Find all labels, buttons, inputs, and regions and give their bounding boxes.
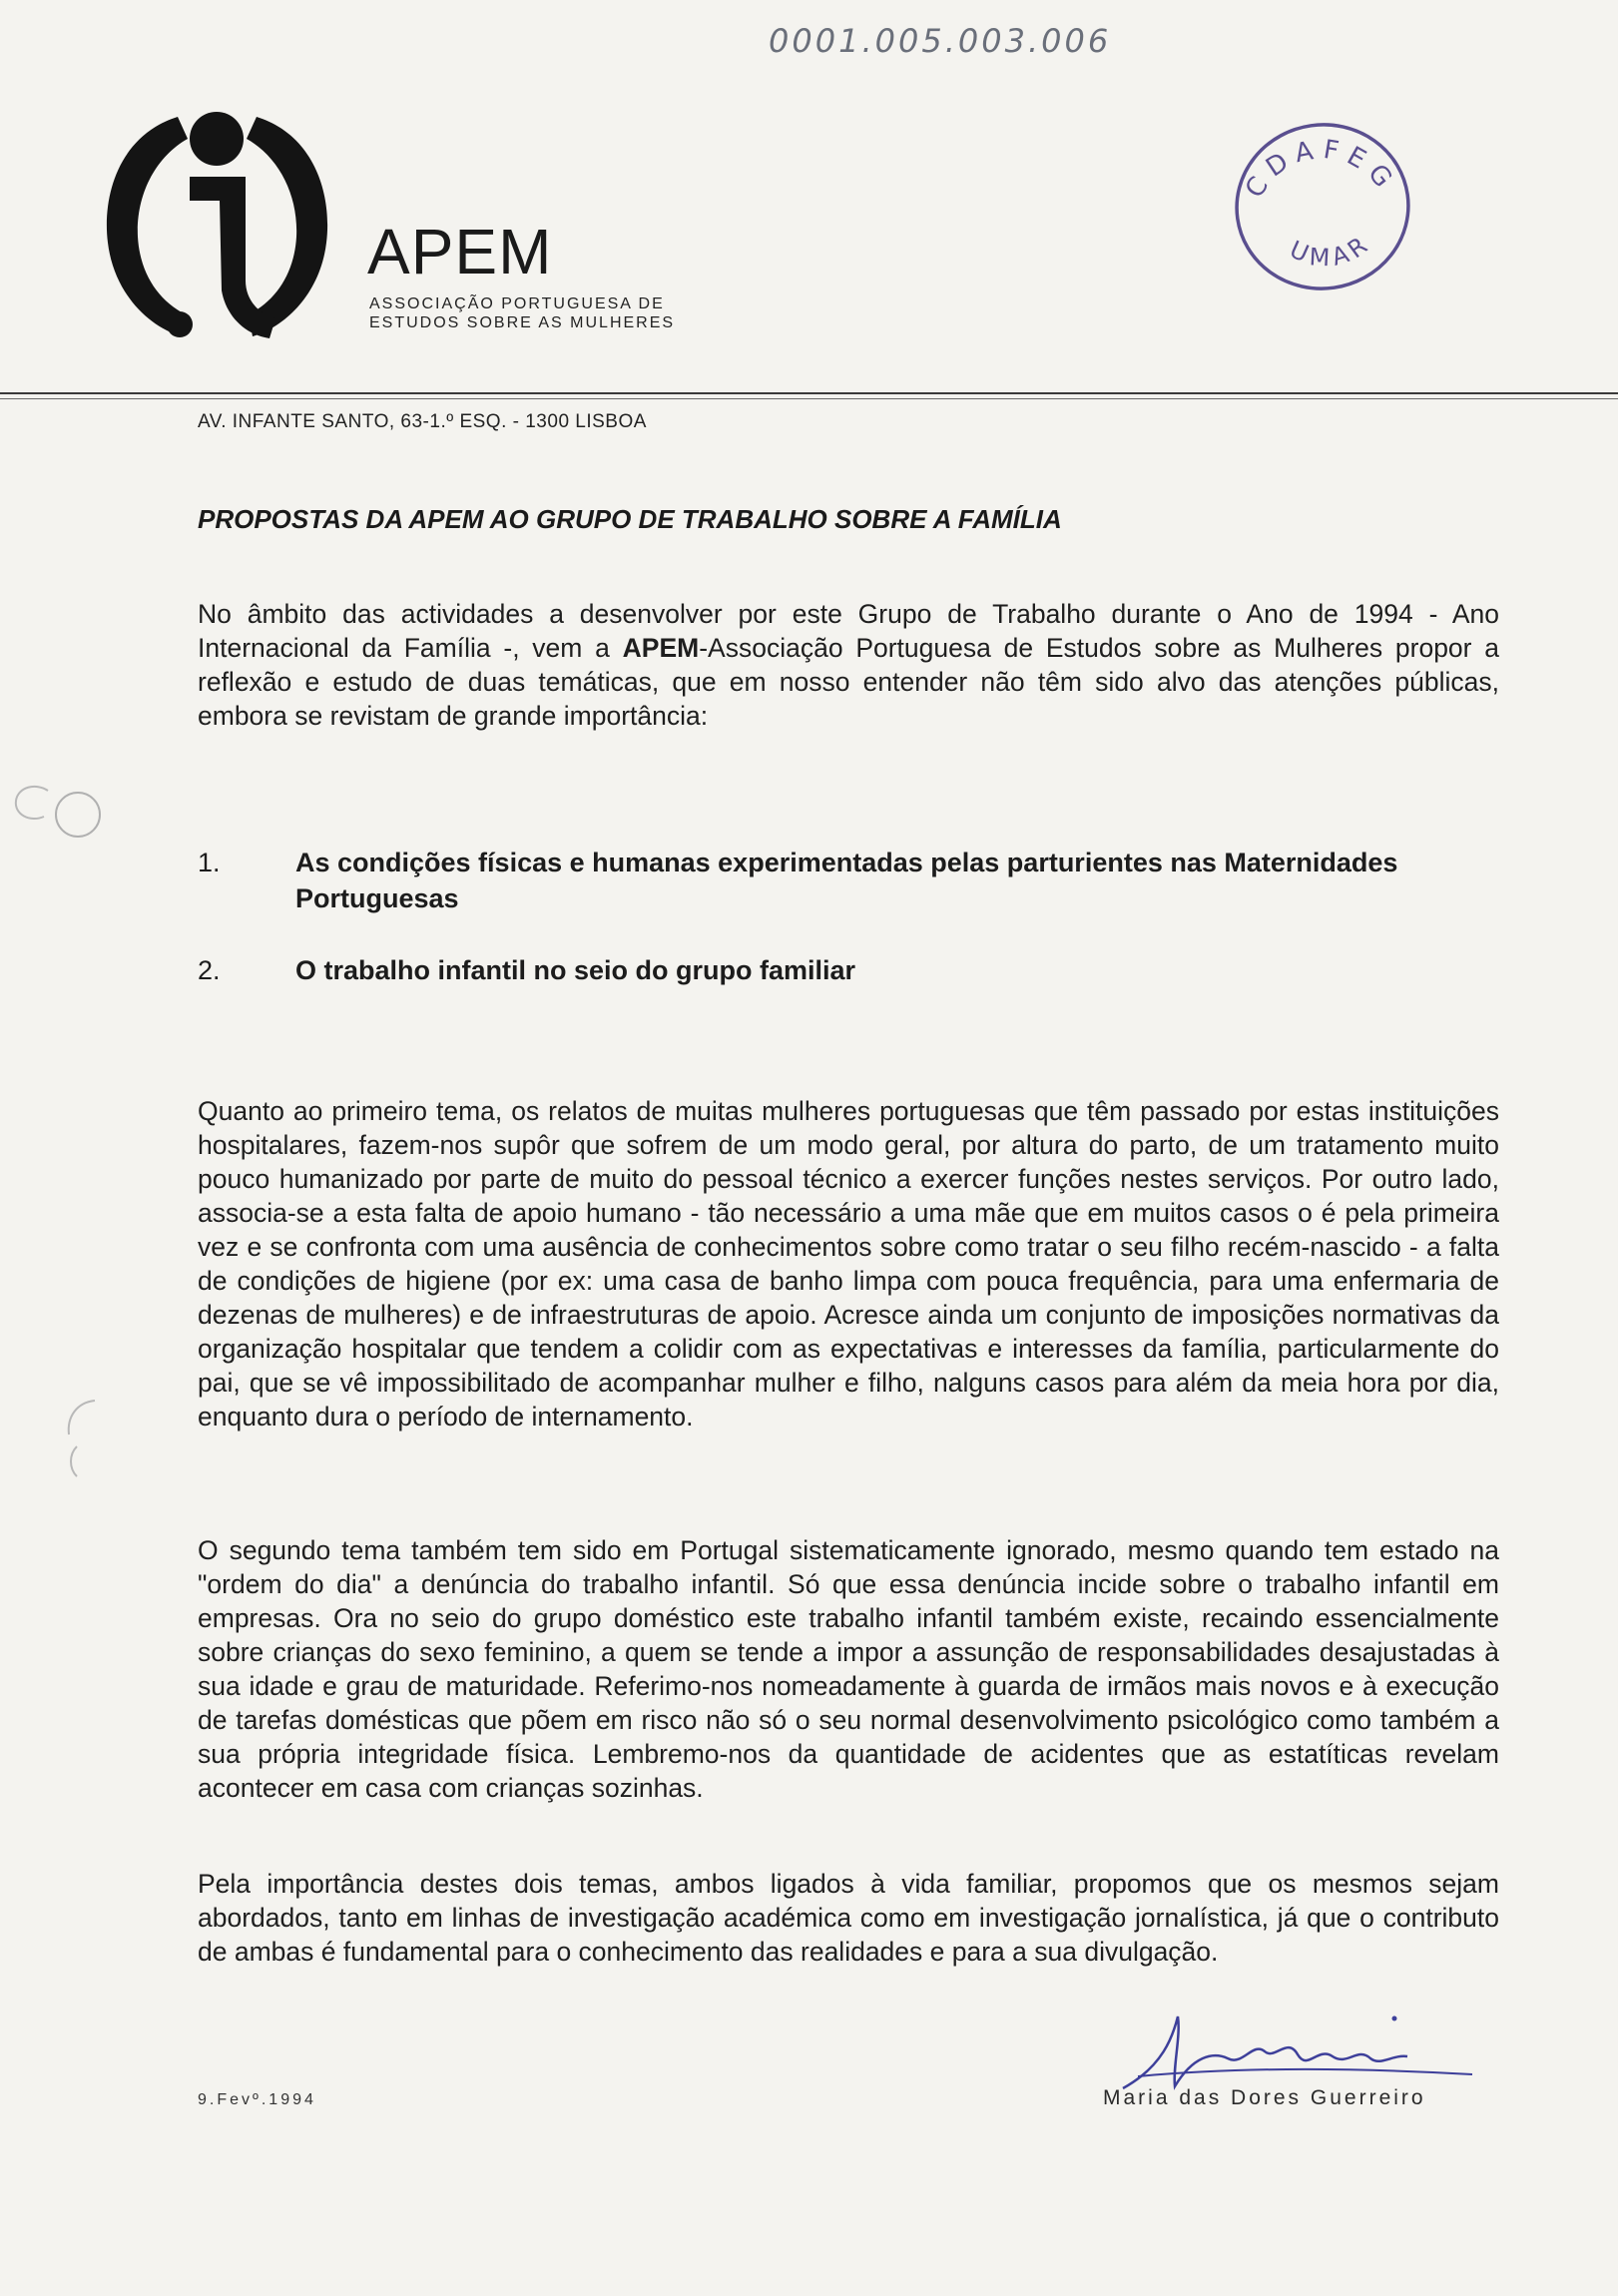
header-divider [0, 392, 1618, 394]
first-topic-paragraph: Quanto ao primeiro tema, os relatos de muitas mulheres portuguesas que têm passado por estas instituições hospitalares, fazem-nos supôr que sofrem de um modo geral, por altura do parto, de um tratamento muito pouco humanizado por parte de muito do pessoal técnico a exercer funções nestes serviços. Por outro lado, associa-se a esta falta de apoio humano - tão necessário a uma mãe que em muitos casos o é pela primeira vez e se confronta com uma ausência de conhecimentos sobre como tratar o seu filho recém-nascido - a falta de condições de higiene (por ex: uma casa de banho limpa com pouca frequência, para uma enfermaria de dezenas de mulheres) e de infraestruturas de apoio. Acresce ainda um conjunto de imposições normativas da organização hospitalar que tendem a colidir com as expectativas e interesses da família, particularmente do pai, que se vê impossibilitado de acompanhar mulher e filho, nalguns casos para além da meia hora por dia, enquanto dura o período de internamento. [198, 1096, 1499, 1432]
archive-reference-number: 0001.005.003.006 [769, 22, 1112, 60]
topic-number: 1. [198, 848, 221, 877]
apem-logo-icon [100, 105, 334, 344]
intro-bold-apem: APEM [622, 633, 700, 663]
header-divider-thin [0, 398, 1618, 399]
organization-subtitle-line-1: ASSOCIAÇÃO PORTUGUESA DE [369, 295, 665, 312]
topic-text: O trabalho infantil no seio do grupo familiar [295, 955, 856, 985]
stamp-bottom-text: UMAR [1285, 228, 1377, 273]
intro-text-end: -Associação Portuguesa de Estudos sobre as Mulheres propor a reflexão e estudo de duas temáticas, que em nosso entender não têm sido alvo das atenções públicas, embora se revistam de grande importância: [198, 633, 1499, 731]
organization-name: APEM [367, 216, 553, 287]
document-date: 9.Fevº.1994 [198, 2091, 316, 2108]
topic-text: As condições físicas e humanas experimentadas pelas parturientes nas Maternidades Portuguesas [295, 848, 1398, 913]
stamp-top-text: CDAFEG [1240, 134, 1403, 204]
topic-number: 2. [198, 955, 221, 985]
organization-subtitle [369, 294, 675, 332]
topic-item [198, 845, 1499, 916]
conclusion-paragraph: Pela importância destes dois temas, ambos ligados à vida familiar, propomos que os mesmos sejam abordados, tanto em linhas de investigação académica como em investigação jornalística, já que o contributo de ambas é fundamental para o conhecimento das realidades e para a sua divulgação. [198, 1869, 1499, 1967]
svg-text:UMAR [1286, 229, 1376, 273]
punch-hole-mark [8, 779, 108, 849]
cdafeg-umar-stamp [1228, 115, 1417, 294]
topic-item [198, 952, 1499, 988]
organization-address: AV. INFANTE SANTO, 63-1.º ESQ. - 1300 LISBOA [198, 411, 647, 432]
punch-hole-mark [55, 1393, 105, 1482]
document-title: PROPOSTAS DA APEM AO GRUPO DE TRABALHO SOBRE A FAMÍLIA [198, 504, 1062, 534]
intro-paragraph [198, 597, 1499, 733]
intro-text-start: No âmbito das actividades a desenvolver por este Grupo de Trabalho durante o Ano de 1994 - Ano Internacional da Família -, vem a [198, 599, 1499, 663]
second-topic-paragraph: O segundo tema também tem sido em Portugal sistematicamente ignorado, mesmo quando tem estado na "ordem do dia" a denúncia do trabalho infantil. Só que essa denúncia incide sobre o trabalho infantil em empresas. Ora no seio do grupo doméstico este trabalho infantil também existe, recaindo essencialmente sobre crianças do sexo feminino, a quem se tende a impor a assunção de responsabilidades desajustadas à sua idade e grau de maturidade. Referimo-nos nomeadamente à guarda de irmãos mais novos e à execução de tarefas domésticas que põem em risco não só o seu normal desenvolvimento psicológico como também a sua própria integridade física. Lembremo-nos da quantidade de acidentes que as estatíticas revelam acontecer em casa com crianças sozinhas. [198, 1535, 1499, 1803]
organization-subtitle-line-2: ESTUDOS SOBRE AS MULHERES [369, 314, 676, 331]
signer-name: Maria das Dores Guerreiro [1103, 2086, 1426, 2109]
